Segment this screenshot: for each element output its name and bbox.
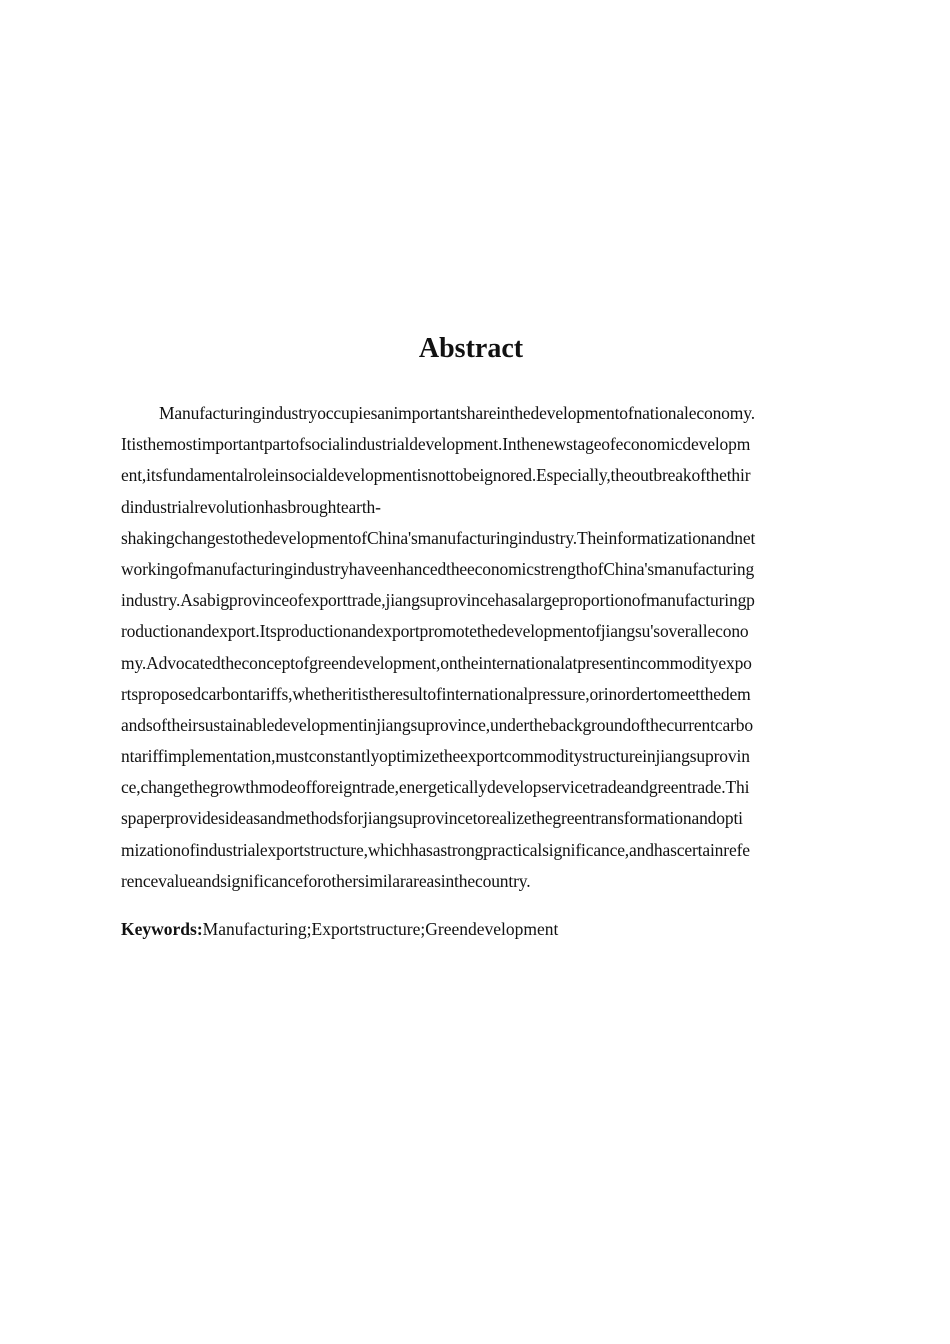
abstract-line: mizationofindustrialexportstructure,whichhasastrongpracticalsignificance,andhascertainrefe [121, 839, 750, 860]
abstract-line: Manufacturingindustryoccupiesanimportantshareinthedevelopmentofnationaleconomy. [159, 403, 755, 423]
keywords-line [121, 914, 558, 945]
abstract-line: rencevalueandsignificanceforothersimilarareasinthecountry. [121, 870, 531, 891]
abstract-title: Abstract [418, 333, 524, 364]
abstract-line: ce,changethegrowthmodeofforeigntrade,energeticallydevelopservicetradeandgreentrade.Thi [121, 777, 750, 798]
abstract-line: workingofmanufacturingindustryhaveenhancedtheeconomicstrengthofChina'smanufacturing [121, 558, 755, 579]
abstract-line: industry.Asabigprovinceofexporttrade,jiangsuprovincehasalargeproportionofmanufacturingp [121, 590, 755, 611]
keywords-value: Manufacturing;Exportstructure;Greendevelopment [202, 919, 559, 939]
keywords-label: Keywords: [121, 919, 203, 939]
abstract-line: rtsproposedcarbontariffs,whetheritistheresultofinternationalpressure,orinordertomeetthedem [121, 683, 751, 704]
abstract-line: Itisthemostimportantpartofsocialindustrialdevelopment.Inthenewstageofeconomicdevelopm [121, 434, 751, 455]
abstract-line: ntariffimplementation,mustconstantlyoptimizetheexportcommoditystructureinjiangsuprovin [121, 746, 750, 767]
abstract-line: spaperprovidesideasandmethodsforjiangsuprovincetorealizethegreentransformationandopti [121, 808, 743, 829]
abstract-line: ent,itsfundamentalroleinsocialdevelopmentisnottobeignored.Especially,theoutbreakofthethir [121, 465, 751, 486]
abstract-line: dindustrialrevolutionhasbroughtearth- [121, 496, 381, 517]
abstract-line: roductionandexport.Itsproductionandexportpromotethedevelopmentofjiangsu'soverallecono [121, 621, 749, 642]
abstract-line: andsoftheirsustainabledevelopmentinjiangsuprovince,underthebackgroundofthecurrentcarbo [121, 714, 753, 735]
abstract-line: my.Advocatedtheconceptofgreendevelopment,ontheinternationalatpresentincommodityexpo [121, 652, 752, 673]
abstract-body [121, 398, 831, 897]
abstract-line: shakingchangestothedevelopmentofChina'smanufacturingindustry.Theinformatizationandnet [121, 527, 756, 548]
